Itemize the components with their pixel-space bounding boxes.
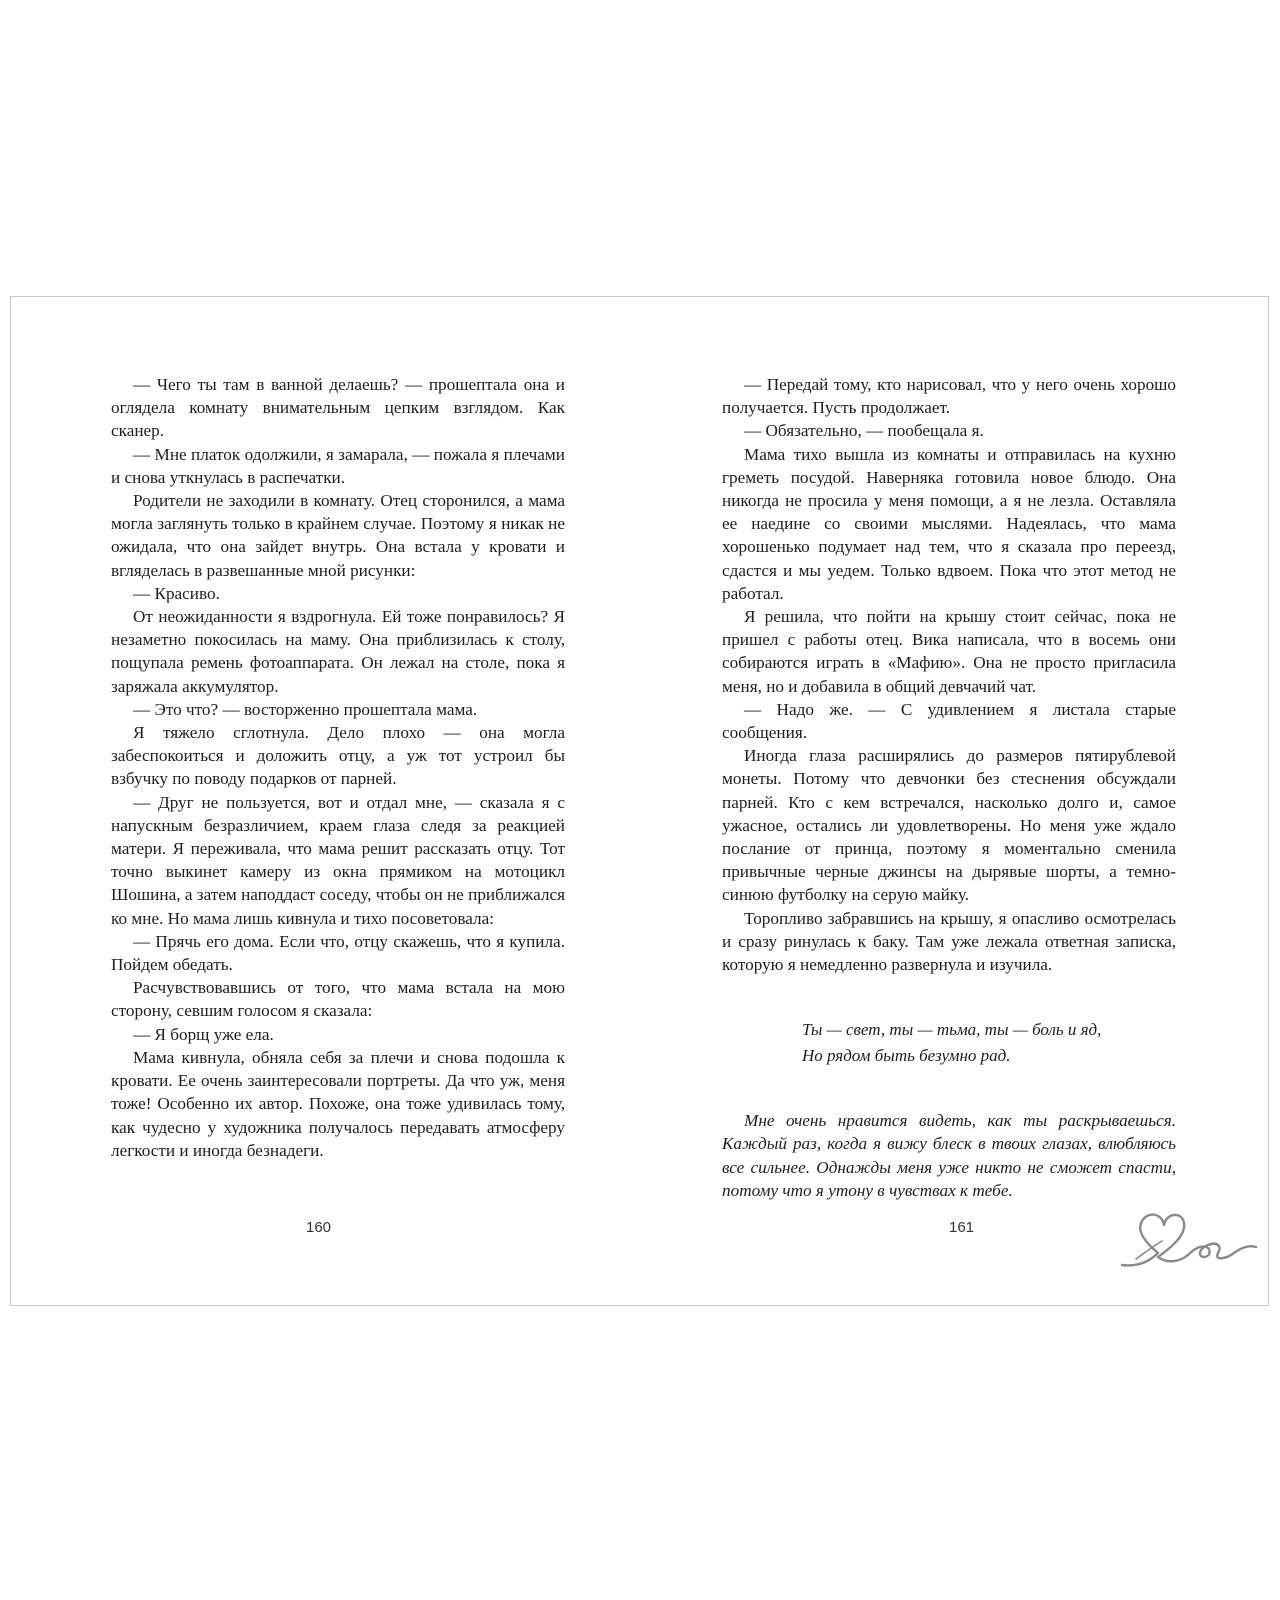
love-note (722, 1109, 1176, 1202)
paragraph: — Мне платок одолжили, я замарала, — пожала я плечами и снова уткнулась в распечатки. (111, 444, 565, 487)
verse-line: Ты — свет, ты — тьма, ты — боль и яд, (802, 1020, 1102, 1040)
paragraph: — Обязательно, — пообещала я. (744, 421, 984, 441)
paragraph: — Надо же. — С удивлением я листала старые сообщения. (722, 699, 1176, 743)
paragraph: — Прячь его дома. Если что, отцу скажешь, что я купила. Пойдем обедать. (111, 931, 565, 975)
paragraph: Мама кивнула, обняла себя за плечи и снова подошла к кровати. Ее очень заинтересовали портреты. Да что уж, меня тоже! Особенно их автор. Похоже, она тоже удивилась тому, как чудесно у художника получалось передавать атмосферу легкости и иногда безнадеги. (111, 1047, 565, 1160)
paragraph: Я тяжело сглотнула. Дело плохо — она могла забеспокоиться и доложить отцу, а уж тот устроил бы взбучку по поводу подарков от парней. (111, 723, 565, 789)
left-page (111, 373, 565, 1162)
right-page (722, 373, 1176, 1202)
paragraph: Расчувствовавшись от того, что мама встала на мою сторону, севшим голосом я сказала: (111, 978, 565, 1021)
paragraph: От неожиданности я вздрогнула. Ей тоже понравилось? Я незаметно покосилась на маму. Она приблизилась к столу, пощупала ремень фотоаппарата. Он лежал на столе, пока я заряжала аккумулятор. (111, 607, 565, 696)
paragraph: — Красиво. (133, 583, 220, 603)
page-number-left: 160 (306, 1219, 332, 1236)
paragraph: Я решила, что пойти на крышу стоит сейчас, пока не пришел с работы отец. Вика написала, что в восемь они собираются играть в «Мафию». Она не просто пригласила меня, но и добавила в общий девчачий чат. (722, 607, 1176, 696)
page-number-right: 161 (949, 1219, 975, 1236)
heart-flourish-icon (1118, 1201, 1258, 1281)
paragraph: Иногда глаза расширялись до размеров пятирублевой монеты. Потому что девчонки без стеснения обсуждали парней. Кто с кем встречался, насколько долго и, самое ужасное, остались ли удовлетворены. Но меня уже ждало послание от принца, поэтому я моментально сменила привычные черные джинсы на дырявые шорты, а темно-синюю футболку на серую майку. (722, 746, 1176, 905)
note-text: Мне очень нравится видеть, как ты раскрываешься. Каждый раз, когда я вижу блеск в твоих глазах, влюбляюсь все сильнее. Однажды меня уже никто не сможет спасти, потому что я утону в чувствах к тебе. (722, 1111, 1176, 1200)
verse-line: Но рядом быть безумно рад. (802, 1046, 1011, 1066)
paragraph: — Это что? — восторженно прошептала мама. (133, 699, 478, 719)
paragraph: Мама тихо вышла из комнаты и отправилась на кухню греметь посудой. Наверняка готовила новое блюдо. Она никогда не просила у меня помощи, а я не лезла. Оставляла ее наедине со своими мыслями. Надеялась, что мама хорошенько подумает над тем, что я сказала про переезд, сдастся и мы уедем. Только вдвоем. Пока что этот метод не работал. (722, 444, 1176, 603)
paragraph: — Я борщ уже ела. (133, 1024, 274, 1044)
paragraph: — Друг не пользуется, вот и отдал мне, — сказала я с напускным безразличием, краем глаза следя за реакцией матери. Я переживала, что мама решит рассказать отцу. Тот точно выкинет камеру из окна прямиком на мотоцикл Шошина, а затем наподдаст соседу, чтобы он не приближался ко мне. Но мама лишь кивнула и тихо посоветовала: (111, 792, 565, 928)
paragraph: Родители не заходили в комнату. Отец сторонился, а мама могла заглянуть только в крайнем случае. Поэтому я никак не ожидала, что она зайдет внутрь. Она встала у кровати и вгляделась в развешанные мной рисунки: (111, 491, 565, 580)
paragraph: — Чего ты там в ванной делаешь? — прошептала она и оглядела комнату внимательным цепким взглядом. Как сканер. (111, 375, 565, 441)
book-spread (10, 296, 1269, 1306)
verse (802, 1017, 1176, 1069)
paragraph: Торопливо забравшись на крышу, я опасливо осмотрелась и сразу ринулась к баку. Там уже лежала ответная записка, которую я немедленно развернула и изучила. (722, 908, 1176, 975)
paragraph: — Передай тому, кто нарисовал, что у него очень хорошо получается. Пусть продолжает. (722, 375, 1176, 418)
